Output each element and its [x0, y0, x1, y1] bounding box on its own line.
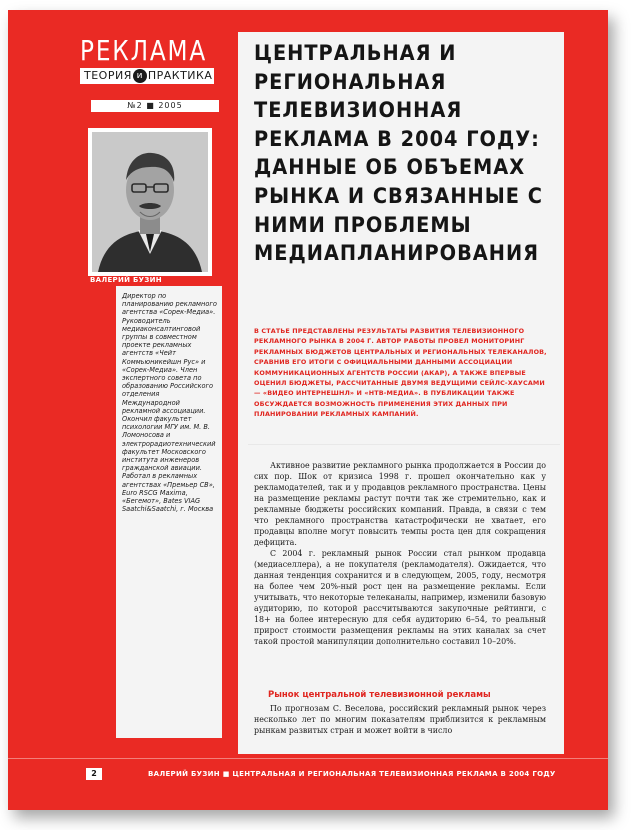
page-number: 2	[86, 768, 102, 780]
paragraph-1: Активное развитие рекламного рынка продолжается в России до сих пор. Шок от кризиса 1998 г. прошел окончательно как у рекламодателей, так и у продавцов рекламного пространства. Цены на размещение рекламы растут почти так же стремительно, как и рекламные бюджеты российских компаний. Правда, в связи с тем что рекламного пространства катастрофически не хватает, его продавцы вполне могут повысить темпы роста цен для сокращения дефицита.	[254, 461, 546, 547]
author-photo	[88, 128, 212, 276]
footer-divider	[8, 758, 608, 759]
paragraph-2: С 2004 г. рекламный рынок России стал рынком продавца (медиаселлера), а не покупателя (рекламодателя). Ожидается, что данная тенденция сохранится и в следующем, 2005, году, несмотря на более чем 20%-ный рост цен на размещение рекламы. Если учитывать, что некоторые телеканалы, например, изменили базовую аудиторию, по которой рассчитываются закупочные рейтинги, с 18+ на более интересную для себя аудиторию 6–54, то реальный прирост стоимости размещения рекламы на этих каналах за счет такой простой манипуляции дополнительно составил 10–20%.	[254, 549, 546, 646]
author-bio-panel	[116, 286, 222, 738]
abstract-divider	[248, 444, 560, 445]
article-title: ЦЕНТРАЛЬНАЯ И РЕГИОНАЛЬНАЯ ТЕЛЕВИЗИОННАЯ РЕКЛАМА В 2004 ГОДУ: ДАННЫЕ ОБ ОБЪЕМАХ РЫНКА И СВЯЗАННЫЕ С НИМИ ПРОБЛЕМЫ МЕДИАПЛАНИРОВАНИЯ	[254, 41, 543, 267]
article-body-continued	[254, 703, 546, 736]
issue-number: №2 ■ 2005	[90, 99, 220, 113]
author-name: ВАЛЕРИЙ БУЗИН	[90, 276, 162, 284]
magazine-logo	[80, 36, 220, 94]
logo-title: РЕКЛАМА	[80, 34, 208, 67]
magazine-page	[8, 10, 608, 810]
article-body	[254, 460, 546, 647]
logo-subtitle-right: ПРАКТИКА	[147, 69, 213, 82]
logo-subtitle-left: ТЕОРИЯ	[84, 69, 132, 82]
logo-subtitle	[84, 68, 212, 84]
running-head: ВАЛЕРИЙ БУЗИН ■ ЦЕНТРАЛЬНАЯ И РЕГИОНАЛЬНАЯ ТЕЛЕВИЗИОННАЯ РЕКЛАМА В 2004 ГОДУ	[148, 770, 556, 778]
paragraph-3: По прогнозам С. Веселова, российский рекламный рынок через несколько лет по многим показателям приблизится к рекламным рынкам развитых стран и может войти в число	[254, 704, 546, 735]
section-heading: Рынок центральной телевизионной рекламы	[268, 690, 491, 700]
author-bio: Директор по планированию рекламного агентства «Сорек-Медиа». Руководитель медиаконсалтинговой группы в совместном проекте рекламных агентств «Чейт Коммьюникейшн Рус» и «Сорек-Медиа». Член экспертного совета по образованию Российского отделения Международной рекламной ассоциации. Окончил факультет психологии МГУ им. М. В. Ломоносова и электрорадиотехнический факультет Московского института инженеров гражданской авиации. Работал в рекламных агентствах «Премьер СВ», Euro RSCG Maxima, «Бегемот», Bates VIAG Saatchi&Saatchi, г. Москва	[122, 292, 217, 514]
article-abstract: В СТАТЬЕ ПРЕДСТАВЛЕНЫ РЕЗУЛЬТАТЫ РАЗВИТИЯ ТЕЛЕВИЗИОННОГО РЕКЛАМНОГО РЫНКА В 2004 Г. АВТОР РАБОТЫ ПРОВЕЛ МОНИТОРИНГ РЕКЛАМНЫХ БЮДЖЕТОВ ЦЕНТРАЛЬНЫХ И РЕГИОНАЛЬНЫХ ТЕЛЕКАНАЛОВ, СРАВНИВ ЕГО ИТОГИ С ОФИЦИАЛЬНЫМИ ДАННЫМИ АССОЦИАЦИИ КОММУНИКАЦИОННЫХ АГЕНТСТВ РОССИИ (АКАР), А ТАКЖЕ ВПЕРВЫЕ ОЦЕНИЛ БЮДЖЕТЫ, РАССЧИТАННЫЕ ДВУМЯ ВЕДУЩИМИ СЕЙЛС-ХАУСАМИ — «ВИДЕО ИНТЕРНЕШНЛ» И «НТВ-МЕДИА». В ПУБЛИКАЦИИ ТАКЖЕ ОБСУЖДАЕТСЯ ВОЗМОЖНОСТЬ ПРИМЕНЕНИЯ ЭТИХ ДАННЫХ ПРИ ПЛАНИРОВАНИИ РЕКЛАМНЫХ КАМПАНИЙ.	[254, 327, 547, 419]
author-portrait-image	[92, 132, 208, 272]
logo-amp-icon: и	[133, 69, 147, 83]
